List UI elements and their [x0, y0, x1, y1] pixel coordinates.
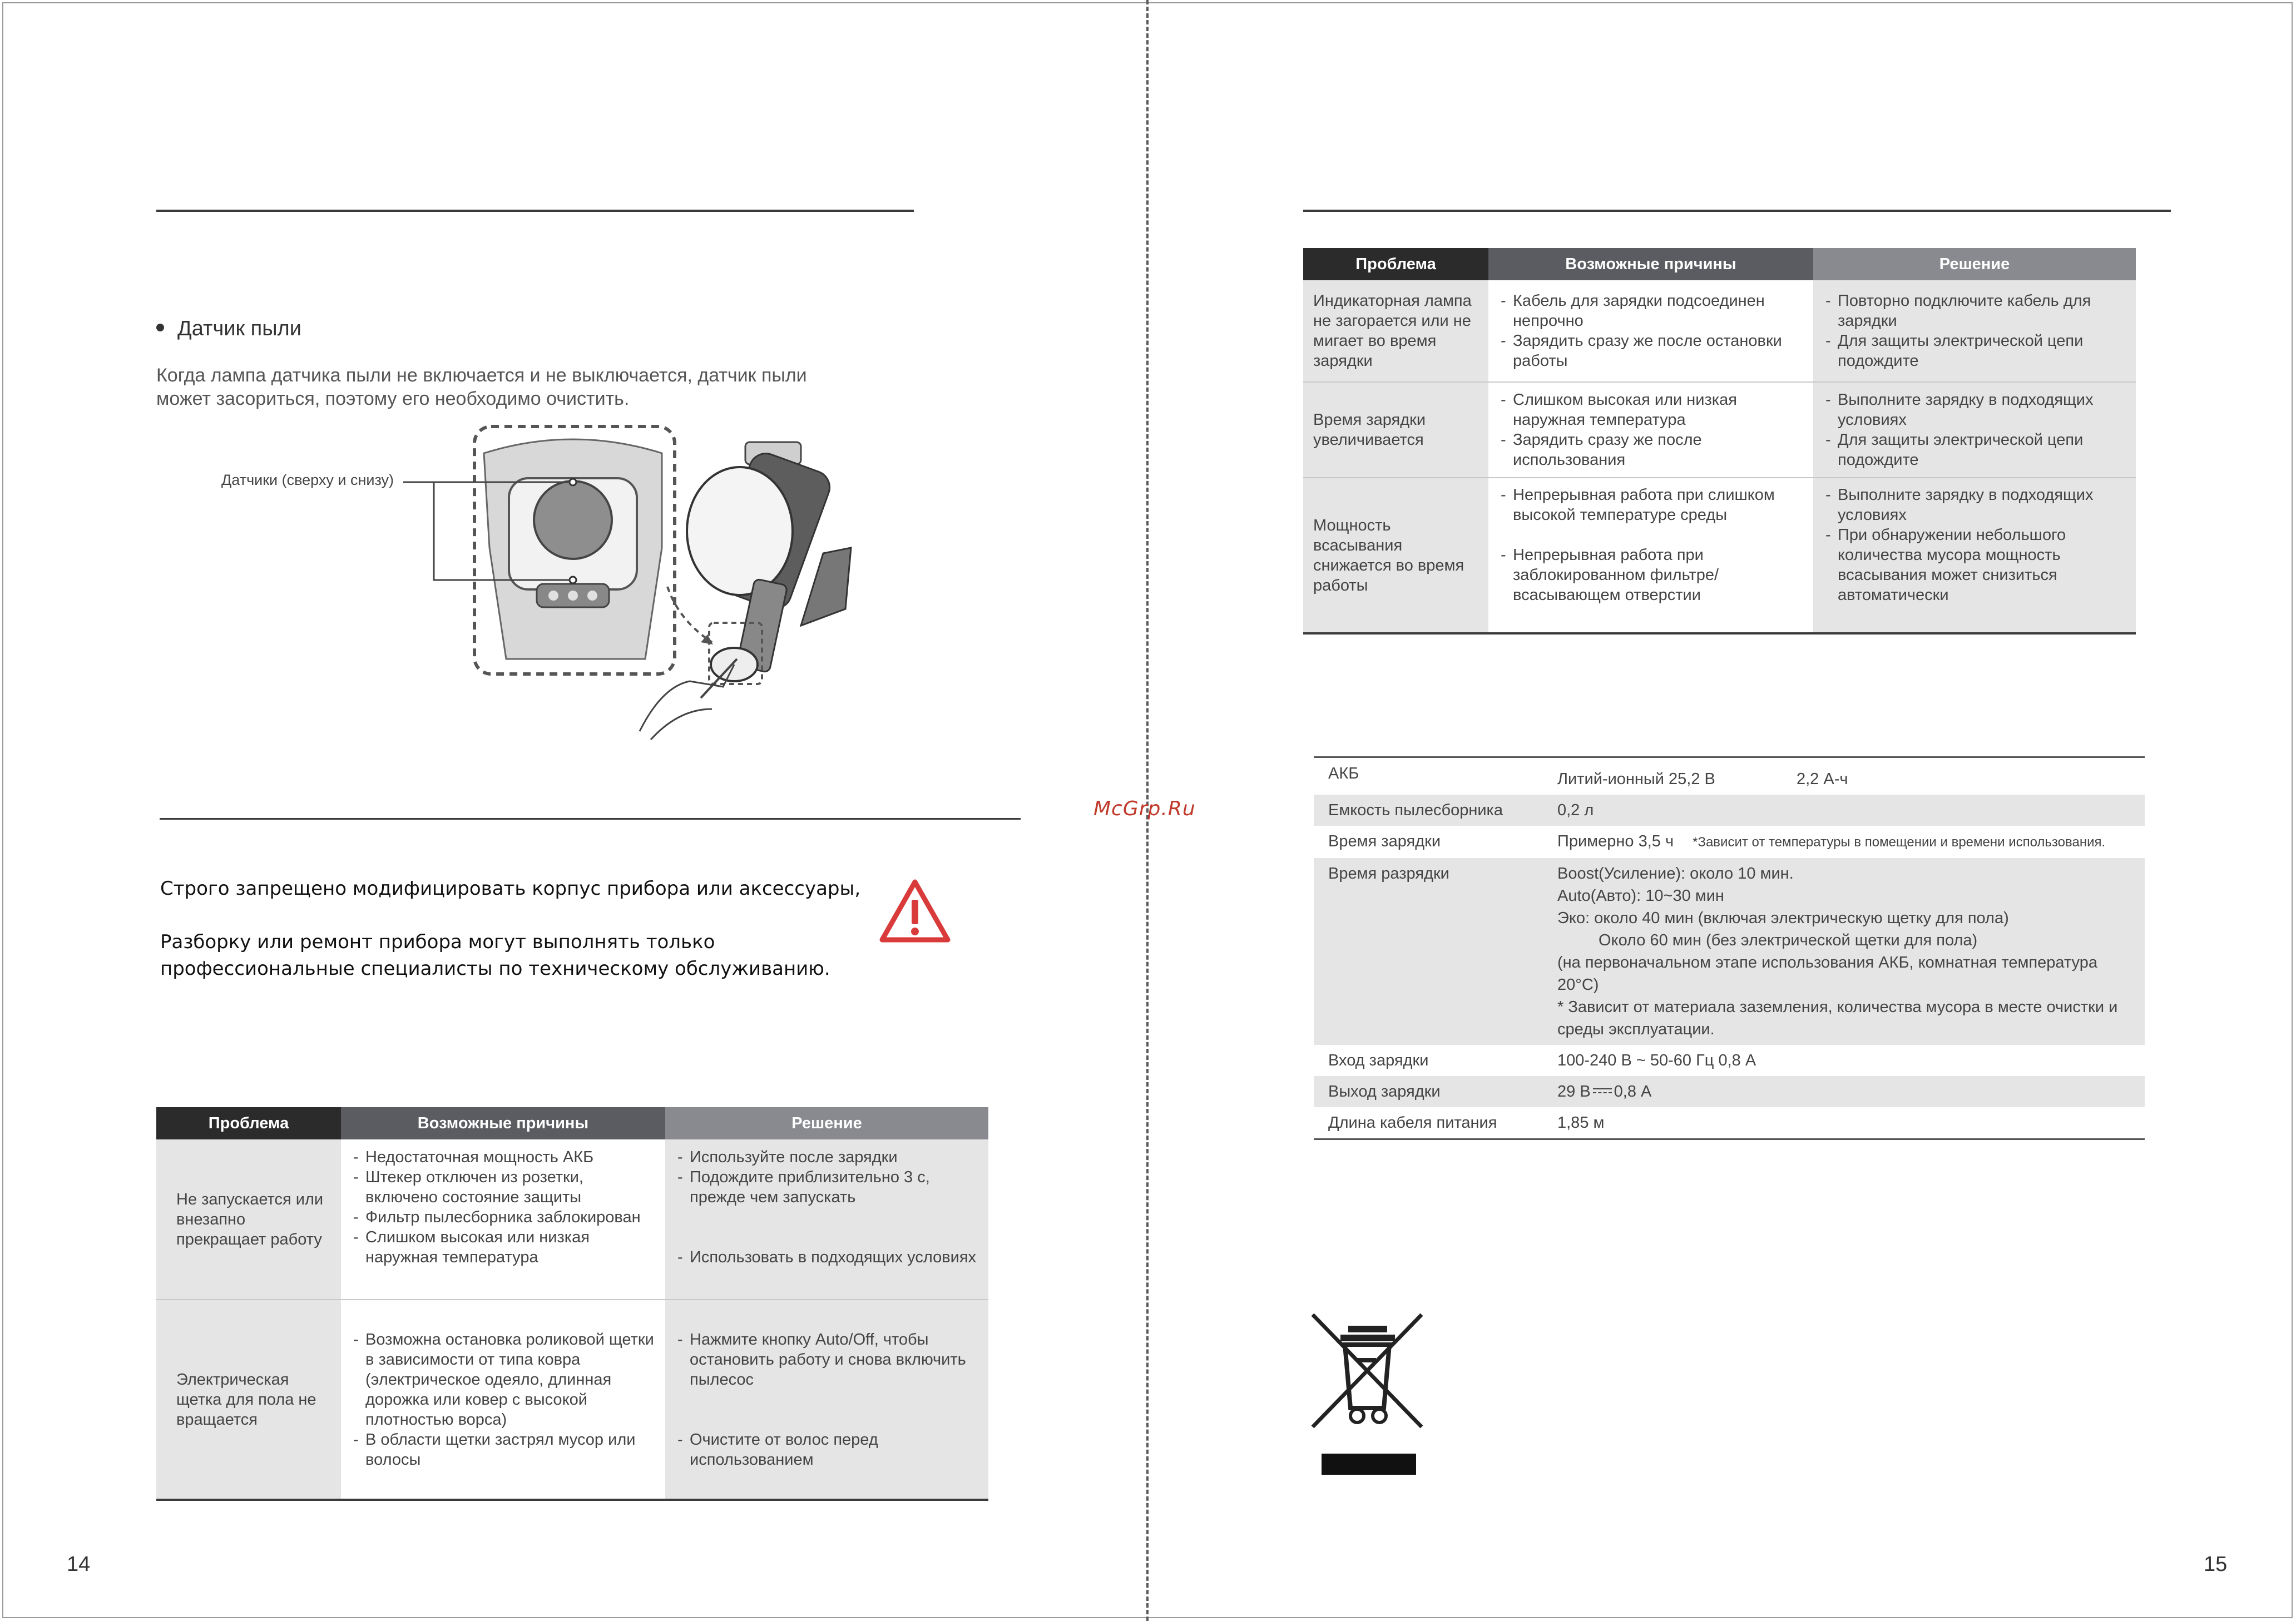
solution-cell: [665, 1300, 988, 1500]
warning-text: [160, 875, 860, 982]
list-item: - Штекер отключен из розетки, включено состояние защиты: [351, 1167, 655, 1207]
dc-symbol-icon: [1593, 1087, 1612, 1095]
spec-value: [1543, 858, 2145, 1045]
spec-label: Выход зарядки: [1314, 1076, 1543, 1107]
causes-cell: [1488, 280, 1813, 382]
top-rule-left: [156, 210, 914, 212]
table-row: [1303, 280, 2136, 382]
warning-line-1: Строго запрещено модифицировать корпус прибора или аксессуары,: [160, 878, 861, 900]
vacuum-unit: [687, 442, 851, 684]
header-solution: Решение: [1813, 248, 2136, 280]
discharge-line: Около 60 мин (без электрической щетки для пола): [1599, 931, 1978, 949]
list-item: - Нажмите кнопку Auto/Off, чтобы остановить работу и снова включить пылесос: [675, 1330, 978, 1390]
spec-row-dust: [1314, 795, 2145, 826]
spec-value: 0,2 л: [1543, 795, 2145, 826]
causes-cell: [341, 1139, 665, 1300]
spec-value: [1543, 826, 2145, 858]
discharge-line: среды эксплуатации.: [1557, 1020, 1715, 1038]
discharge-line: Эко: около 40 мин (включая электрическую щетку для пола): [1557, 909, 2009, 927]
dust-text-line-1: Когда лампа датчика пыли не включается и не выключается, датчик пыли: [156, 365, 807, 386]
sensor-label: Датчики (сверху и снизу): [221, 472, 394, 488]
spec-label: АКБ: [1328, 765, 1359, 782]
list-item: - Слишком высокая или низкая наружная температура: [351, 1227, 655, 1267]
list-item: - В области щетки застрял мусор или волосы: [351, 1430, 655, 1470]
watermark-link[interactable]: McGrp.Ru: [1093, 797, 1196, 820]
list-item: - Для защиты электрической цепи подождите: [1823, 430, 2126, 470]
battery-capacity: 2,2 А-ч: [1797, 770, 1848, 788]
list-item: - Непрерывная работа при слишком высокой температуре среды: [1498, 485, 1803, 525]
causes-cell: [1488, 478, 1813, 633]
problem-cell: Мощность всасывания снижается во время работы: [1303, 478, 1488, 633]
list-item: - Используйте после зарядки: [675, 1147, 978, 1167]
list-item: - Фильтр пылесборника заблокирован: [351, 1207, 655, 1227]
bottom-sensor: [570, 577, 576, 583]
solution-cell: [665, 1139, 988, 1300]
spec-value: [1543, 757, 2145, 795]
solution-cell: [1813, 280, 2136, 382]
list-item: - Использовать в подходящих условиях: [675, 1247, 978, 1267]
spec-row-input: [1314, 1045, 2145, 1076]
list-item: - Зарядить сразу же после использования: [1498, 430, 1803, 470]
spec-table: [1314, 756, 2145, 1140]
header-problem: Проблема: [156, 1107, 341, 1139]
spec-label: Время зарядки: [1328, 832, 1441, 850]
discharge-line: * Зависит от материала заземления, количества мусора в месте очистки и: [1557, 998, 2118, 1016]
problem-cell: Индикаторная лампа не загорается или не мигает во время зарядки: [1303, 280, 1488, 382]
weee-bin-icon: [1308, 1310, 1426, 1477]
spec-row-output: [1314, 1076, 2145, 1107]
dust-sensor-heading: [156, 317, 301, 341]
warning-line-3: профессиональные специалисты по техническому обслуживанию.: [160, 958, 830, 980]
header-problem: Проблема: [1303, 248, 1488, 280]
header-causes: Возможные причины: [1488, 248, 1813, 280]
dust-sensor-text: [156, 364, 968, 410]
warning-line-2: Разборку или ремонт прибора могут выполнять только: [160, 931, 715, 953]
output-current: 0,8 А: [1614, 1083, 1652, 1101]
solution-cell: [1813, 382, 2136, 478]
spec-label: Длина кабеля питания: [1328, 1114, 1497, 1132]
table-row: [156, 1300, 988, 1500]
causes-cell: [341, 1300, 665, 1500]
spec-value: 1,85 м: [1557, 1114, 1605, 1132]
list-item: - Возможна остановка роликовой щетки в зависимости от типа ковра (электрическое одеяло, длинная дорожка или ковер с высокой плотностью ворса): [351, 1330, 655, 1430]
top-rule-right: [1303, 210, 2171, 212]
problem-cell: Время зарядки увеличивается: [1303, 382, 1488, 478]
causes-cell: [1488, 382, 1813, 478]
dust-text-line-2: может засориться, поэтому его необходимо очистить.: [156, 388, 630, 409]
spec-row-discharge: [1314, 858, 2145, 1045]
sensor-window: [534, 481, 612, 559]
spec-label: Время разрядки: [1314, 858, 1543, 1045]
bullet-icon: [156, 324, 164, 331]
list-item: - Непрерывная работа при заблокированном фильтре/ всасывающем отверстии: [1498, 545, 1803, 605]
list-item: - Повторно подключите кабель для зарядки: [1823, 291, 2126, 331]
mid-rule-left: [160, 818, 1021, 820]
list-item: - Для защиты электрической цепи подождите: [1823, 331, 2126, 371]
page-number-right: 15: [2204, 1553, 2228, 1576]
list-item: - Слишком высокая или низкая наружная температура: [1498, 390, 1803, 430]
table-row: [156, 1139, 988, 1300]
spec-row-charge-time: [1314, 826, 2145, 858]
charge-note: *Зависит от температуры в помещении и времени использования.: [1693, 835, 2106, 850]
solution-cell: [1813, 478, 2136, 633]
list-item: - Очистите от волос перед использованием: [675, 1430, 978, 1470]
list-item: - Зарядить сразу же после остановки работы: [1498, 331, 1803, 371]
spec-value: [1543, 1076, 2145, 1107]
problem-cell: Электрическая щетка для пола не вращается: [156, 1300, 341, 1500]
battery-value: Литий-ионный 25,2 В: [1557, 770, 1715, 788]
header-solution: Решение: [665, 1107, 988, 1139]
troubleshoot-table-right: [1303, 248, 2136, 634]
spec-row-cable: [1314, 1107, 2145, 1139]
dust-sensor-illustration: [400, 420, 901, 748]
list-item: - Кабель для зарядки подсоединен непрочно: [1498, 291, 1803, 331]
list-item: - Недостаточная мощность АКБ: [351, 1147, 655, 1167]
discharge-line: Auto(Авто): 10~30 мин: [1557, 887, 1724, 905]
list-item: - Подождите приблизительно 3 с, прежде чем запускать: [675, 1167, 978, 1207]
discharge-line: Boost(Усиление): около 10 мин.: [1557, 865, 1794, 883]
list-item: - Выполните зарядку в подходящих условиях: [1823, 390, 2126, 430]
spec-label: Емкость пылесборника: [1314, 795, 1543, 826]
spec-value: 100-240 В ~ 50-60 Гц 0,8 А: [1557, 1052, 1756, 1069]
table-row: [1303, 382, 2136, 478]
top-sensor: [570, 479, 576, 485]
header-causes: Возможные причины: [341, 1107, 665, 1139]
dust-sensor-title: Датчик пыли: [177, 317, 301, 340]
table-row: [1303, 478, 2136, 633]
list-item: - При обнаружении небольшого количества мусора мощность всасывания может снизиться автоматически: [1823, 525, 2126, 605]
spec-row-battery: [1314, 757, 2145, 795]
warning-triangle-icon: [878, 878, 952, 944]
discharge-line: (на первоначальном этапе использования АКБ, комнатная температура 20°C): [1557, 954, 2097, 994]
output-voltage: 29 В: [1557, 1083, 1591, 1101]
list-item: - Выполните зарядку в подходящих условиях: [1823, 485, 2126, 525]
problem-cell: Не запускается или внезапно прекращает работу: [156, 1139, 341, 1300]
page-number-left: 14: [67, 1553, 91, 1576]
spec-label: Вход зарядки: [1328, 1052, 1429, 1069]
charge-value: Примерно 3,5 ч: [1557, 832, 1674, 850]
troubleshoot-table-left: [156, 1107, 988, 1501]
